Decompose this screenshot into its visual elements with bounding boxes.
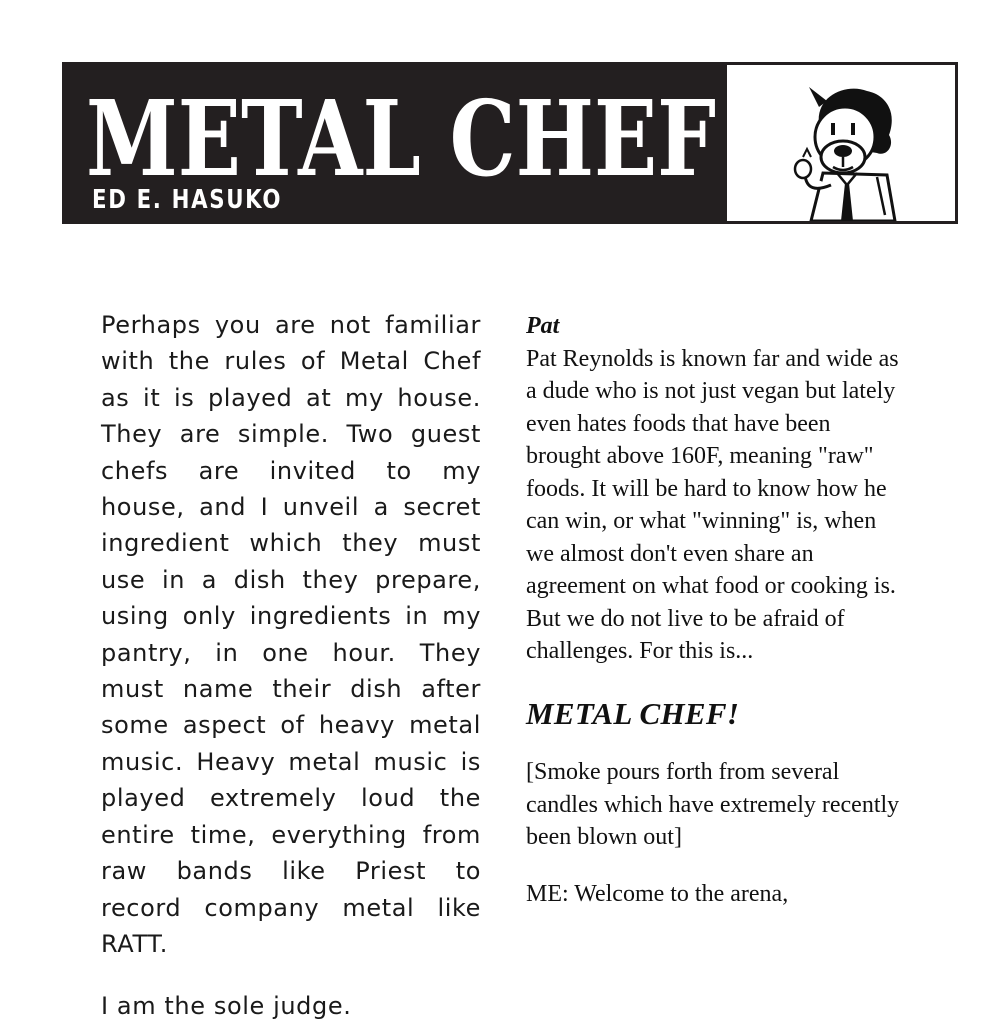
chef-character-icon — [727, 65, 955, 221]
intro-paragraph: Perhaps you are not familiar with the rules of Metal Chef as it is played at my house. They are simple. Two guest chefs are invited to my house, and I unveil a secret ingredient which they must use in a dish they prepare, using only ingredients in my pantry, in one hour. They must name their dish after some aspect of heavy metal music. Heavy metal music is played extremely loud the entire time, everything from raw bands like Priest to record company metal like RATT. — [101, 311, 481, 958]
author-byline: ED E. HASUKO — [92, 185, 283, 215]
title-text: METAL CHEF — [86, 80, 716, 198]
show-title: METAL CHEF! — [526, 695, 740, 731]
left-column — [101, 307, 481, 1025]
banner-title — [86, 80, 726, 198]
dialogue-line: ME: Welcome to the arena, — [526, 880, 789, 907]
contestant-bio: Pat Reynolds is known far and wide as a dude who is not just vegan but lately even hates foods that have been brought above 160F, meaning "raw" foods. It will be hard to know how he can win, or what "winning" is, when we almost don't even share an agreement on what food or cooking is. But we do not live to be afraid of challenges. For this is... — [526, 345, 899, 664]
chef-illustration — [727, 65, 955, 221]
stage-direction: [Smoke pours forth from several candles which have extremely recently been blown out] — [526, 759, 900, 850]
right-column — [526, 310, 906, 910]
contestant-name: Pat — [526, 313, 560, 339]
header-banner — [62, 62, 958, 224]
judge-paragraph: I am the sole judge. — [101, 992, 352, 1021]
